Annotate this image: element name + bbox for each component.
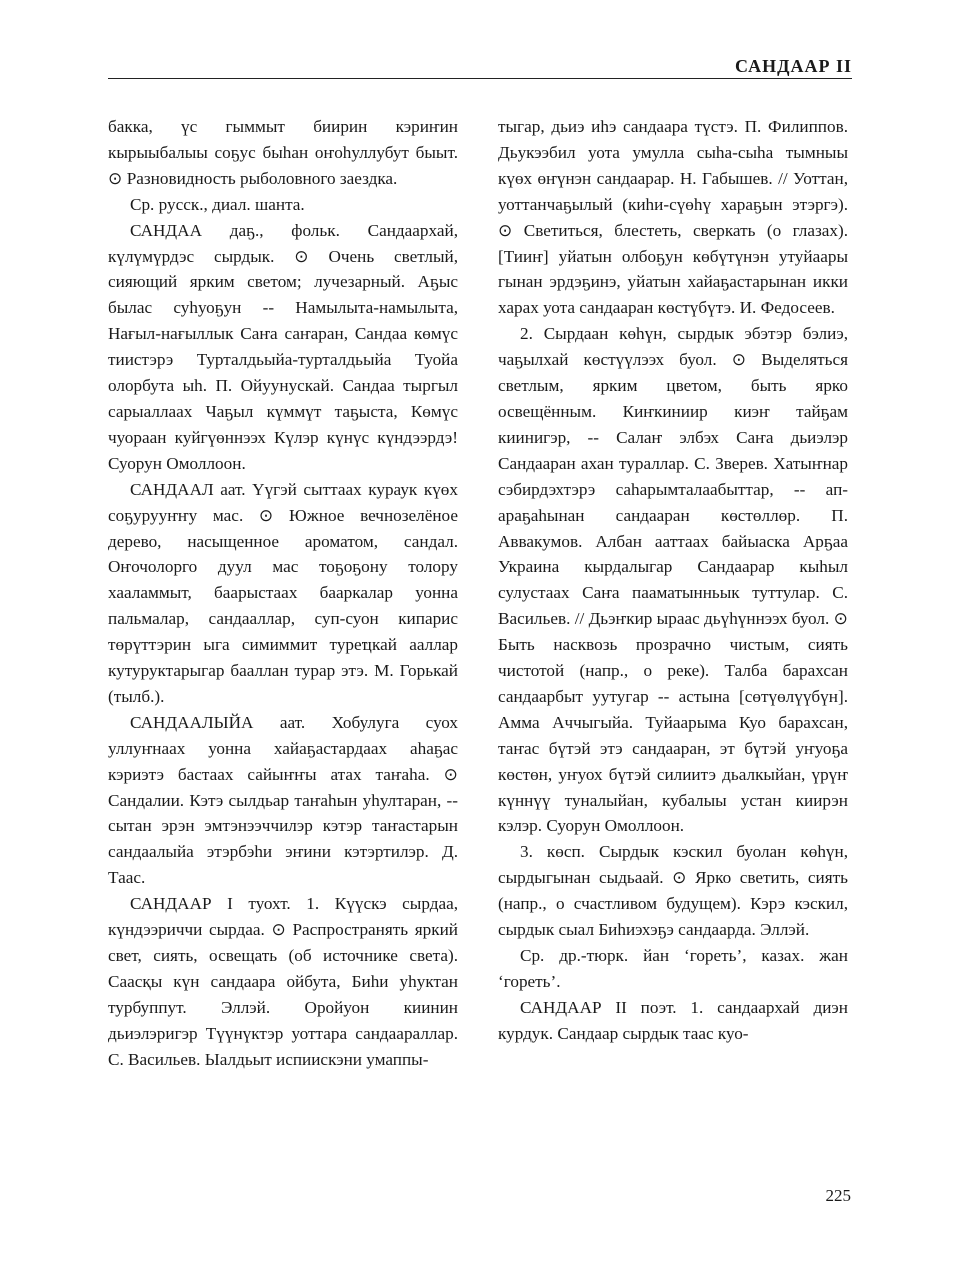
etymology-note: Ср. др.-тюрк. йан ‘гореть’, казах. жан ‘гореть’. <box>498 946 848 991</box>
sense-2: 2. Сырдаан көһүн, сырдык эбэтэр бэлиэ, чаҕылхай көстүүлээх буол. ⊙ Выделяться светлым, ярким цветом, быть ярко освещённым. Киҥкиниир киэҥ тайҕам киинигэр, -- Салаҥ элбэх Саҥа дьиэлэр Сандааран ахан тураллар. С. Зверев. Хатыҥнар сэбирдэхтэрэ саһарымталаабыттар, -- ап-араҕаһынан сандааран көстөллөр. П. Аввакумов. Албан ааттаах байыаска Арҕаа Украина кырдалыгар Сандаарар кыһыл сулустаах Саҥа пааматынньык туттулар. С. Васильев. // Дьэҥкир ыраас дьүһүннээх буол. ⊙ Быть насквозь прозрачно чистым, сиять чистотой (напр., о реке). Талба барахсан сандаарбыт уутугар -- астына [сөтүөлүүбүн]. Амма Аччыгыйа. Туйаарыма Куо барахсан, таҥас бүтэй этэ сандааран, эт бүтэй уҥуоҕа көстөн, уҥуох бүтэй силиитэ дьалкыйан, үрүҥ күннүү туналыйан, кубалыы устан киирэн кэлэр. Суорун Омоллоон. <box>498 324 848 836</box>
header-rule <box>108 78 852 79</box>
running-head-title: САНДААР II <box>735 56 852 76</box>
entry-sandaal: САНДААЛ аат. Үүгэй сыттаах кураук күөх соҕурууҥҥу мас. ⊙ Южное вечнозелёное дерево, насыщенное ароматом, сандал. Оҥочолорго дуул мас тоҕоҕону толору хааламмыт, баарыстаах бааркалар уонна пальмалар, сандааллар, суп-суон кипарис төрүттэрин ыга симиммит туреҵкай ааллар кутуруктарыгар бааллан турар этэ. М. Горькай (тылб.). <box>108 479 458 706</box>
entry-sandaalyia: САНДААЛЫЙА аат. Хобулуга суох уллуҥнаах уонна хайаҕастардаах аһаҕас кэриэтэ бастаах сайыҥҥы атах таҥаһа. ⊙ Сандалии. Кэтэ сылдьар таҥаһын уһултаран, -- сытан эрэн эмтэнээччилэр кэтэр таҥастарын сандаалыйа этэрбэһи эҥини кэтэртилэр. Д. Таас. <box>108 712 458 888</box>
entry-sandaar-1: САНДААР I туохт. 1. Күүскэ сырдаа, күндээриччи сырдаа. ⊙ Распространять яркий свет, сиять, освещать (об источнике света). Саасқы күн сандаара ойбута, Биһи уһуктан турбуппут. Эллэй. Оройуон киинин дьиэлэригэр Түүнүктэр уоттара сандаараллар. С. Васильев. Ыалдьыт испиискэни умаппы- <box>108 894 458 1069</box>
entry-paragraph: бакка, үс гыммыт биирин кэриҥин кырыыбалыы соҕус быһан оҥоһуллубут быыт. ⊙ Разновидность рыболовного заездка. <box>108 117 458 188</box>
entry-sandaa: САНДАА даҕ., фольк. Сандаархай, күлүмүрдэс сырдык. ⊙ Очень светлый, сияющий ярким светом; лучезарный. Аҕыс былас суһуоҕун -- Намылыта-намылыта, Нағыл-нағыллык Саҥа саҥаран, Сандаа көмүс тиистэрэ Турталдьыйа-турталдьыйа Туойа олорбута ыһ. П. Ойуунускай. Сандаа тыргыл сарыаллаах Чаҕыл күммүт таҕыста, Көмүс чуораан куйгүөннээх Күлэр күнүс күндээрдэ! Суорун Омоллоон. <box>108 220 458 473</box>
etymology-note: Ср. русск., диал. шанта. <box>130 194 305 214</box>
page-number: 225 <box>825 1186 851 1205</box>
right-column <box>498 114 848 1047</box>
left-column <box>108 114 458 1073</box>
entry-sandaar-2: САНДААР II поэт. 1. сандаархай диэн курдук. Сандаар сырдык таас куо- <box>498 997 848 1043</box>
sense-3: 3. көсп. Сырдык кэскил буолан көһүн, сырдыгынан сыдьаай. ⊙ Ярко светить, сиять (напр., о счастливом будущем). Кэрэ кэскил, сырдык сыал Биһиэхэҕэ сандаарда. Эллэй. <box>498 842 848 940</box>
entry-paragraph: тыгар, дьиэ иһэ сандаара түстэ. П. Филиппов. Дьукээбил уота умулла сыһа-сыһа тымныы күөх өҥүнэн сандаарар. Н. Габышев. // Уоттан, уоттанчаҕылый (киһи-сүөһү хараҕын этэргэ). ⊙ Светиться, блестеть, сверкать (о глазах). [Тииҥ] уйатын олбоҕун көбүтүнэн утуйаары гынан эрдэҕинэ, уйатын хайаҕастарынан икки харах уота сандааран көстүбүтэ. И. Федосеев. <box>498 117 848 318</box>
